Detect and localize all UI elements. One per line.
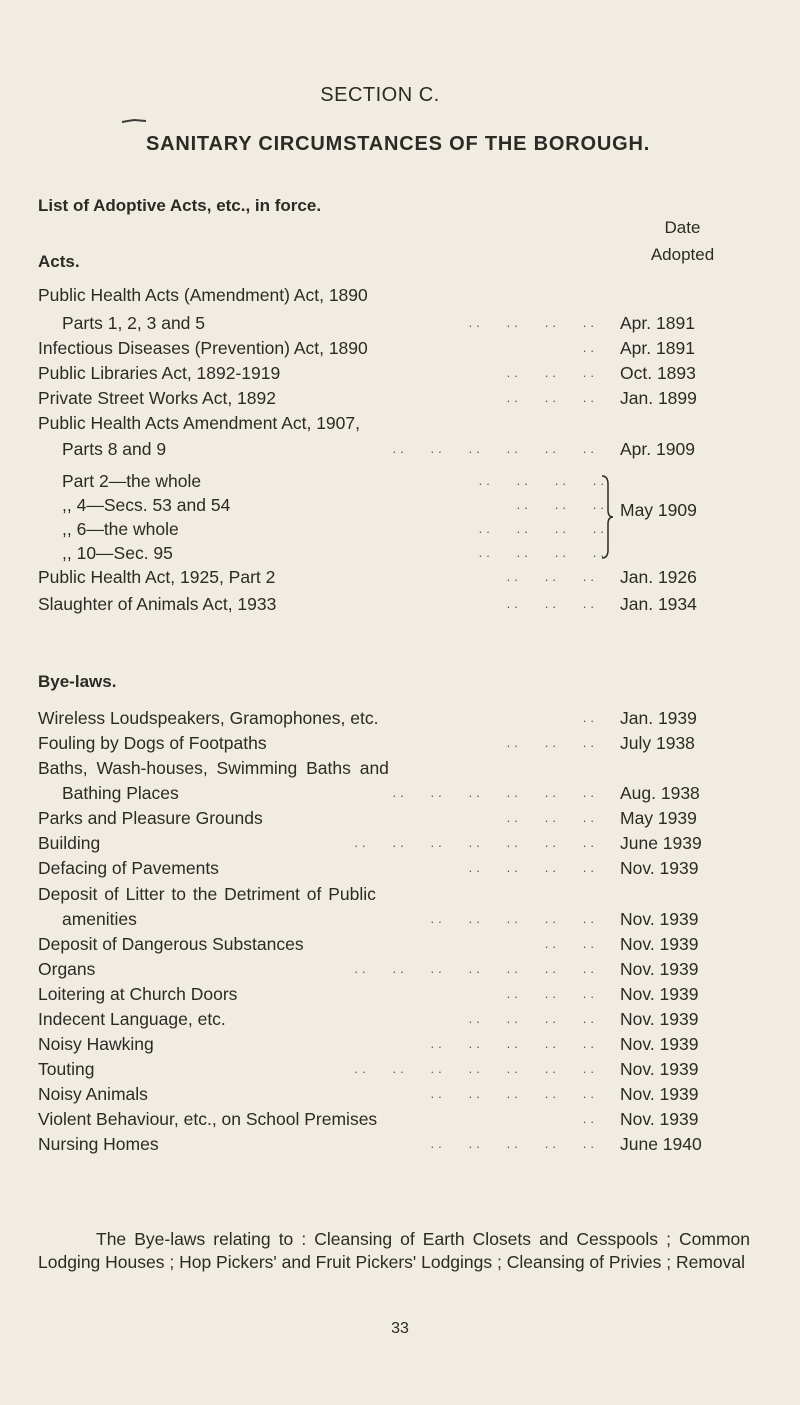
byelaw-label: Noisy Hawking [38,1034,154,1054]
byelaw-row [38,756,748,780]
act-label: Infectious Diseases (Prevention) Act, 1890 [38,338,368,358]
leader-dots: .. .. .. .. [478,521,608,536]
act-label: Slaughter of Animals Act, 1933 [38,594,277,614]
act-row [38,361,748,385]
byelaws-heading: Bye-laws. [38,672,117,691]
act-label: Public Health Acts (Amendment) Act, 1890 [38,285,368,305]
grouped-date: May 1909 [620,500,697,520]
byelaw-row [38,806,748,830]
leader-dots: .. .. .. [516,497,608,512]
byelaw-label: Defacing of Pavements [38,858,219,878]
byelaw-row [38,731,748,755]
byelaw-label: Touting [38,1059,95,1079]
byelaw-row [38,932,748,956]
byelaw-date: Nov. 1939 [620,959,699,979]
leader-dots: .. .. .. .. .. [430,911,598,926]
act-row [38,469,748,493]
leader-dots: .. .. .. [506,986,598,1001]
act-date: Jan. 1934 [620,594,697,614]
leader-dots: .. .. .. .. [478,545,608,560]
acts-heading: Acts. [38,252,80,271]
leader-dots: .. .. .. .. [478,473,608,488]
byelaw-label: Building [38,833,101,853]
leader-dots: .. .. .. .. .. [430,1086,598,1101]
byelaw-date: Nov. 1939 [620,858,699,878]
act-row [38,411,748,435]
leader-dots: .. [582,710,598,725]
act-row [38,565,748,589]
act-row [38,592,748,616]
byelaw-row [38,982,748,1006]
byelaw-label: Nursing Homes [38,1134,159,1154]
leader-dots: .. [582,1111,598,1126]
leader-dots: .. .. .. .. .. .. .. [354,1061,598,1076]
byelaw-row [38,1082,748,1106]
byelaw-row [38,957,748,981]
byelaw-label: Deposit of Litter to the Detriment of Public [38,884,376,904]
leader-dots: .. .. .. .. .. [430,1036,598,1051]
leader-dots: .. [582,340,598,355]
byelaw-date: Nov. 1939 [620,934,699,954]
act-label: Private Street Works Act, 1892 [38,388,276,408]
page-number: 33 [391,1320,409,1337]
byelaw-label: Parks and Pleasure Grounds [38,808,263,828]
byelaw-date: Nov. 1939 [620,1059,699,1079]
byelaw-label: Violent Behaviour, etc., on School Premises [38,1109,378,1129]
act-date: Apr. 1891 [620,313,695,333]
byelaw-row [38,1032,748,1056]
act-label: Part 2—the whole [62,471,202,491]
act-date: Apr. 1891 [620,338,695,358]
byelaw-row [38,882,748,906]
byelaw-row [38,907,748,931]
act-row [38,437,748,461]
act-row [38,386,748,410]
byelaw-row [38,1107,748,1131]
byelaw-date: Nov. 1939 [620,1084,699,1104]
act-row [38,311,748,335]
leader-dots: .. .. .. .. .. .. .. [354,961,598,976]
date-column-heading: Date [664,218,701,237]
act-label: Parts 8 and 9 [62,439,167,459]
act-label: ,, 10—Sec. 95 [62,543,173,563]
byelaw-row [38,1057,748,1081]
leader-dots: .. .. [544,936,598,951]
byelaw-row [38,831,748,855]
byelaw-row [38,706,748,730]
byelaw-label: Baths, Wash-houses, Swimming Baths and [38,758,389,778]
leader-dots: .. .. .. .. .. .. [392,441,598,456]
byelaw-date: June 1939 [620,833,702,853]
byelaw-date: Nov. 1939 [620,984,699,1004]
byelaw-label: Indecent Language, etc. [38,1009,226,1029]
byelaw-date: June 1940 [620,1134,702,1154]
byelaw-date: Nov. 1939 [620,1034,699,1054]
byelaw-label: amenities [62,909,137,929]
act-label: Public Libraries Act, 1892-1919 [38,363,281,383]
leader-dots: .. .. .. [506,735,598,750]
leader-dots: .. .. .. .. [468,1011,598,1026]
leader-dots: .. .. .. [506,596,598,611]
byelaw-label: Bathing Places [62,783,179,803]
act-row [38,541,748,565]
byelaw-label: Wireless Loudspeakers, Gramophones, etc. [38,708,379,728]
act-date: Jan. 1899 [620,388,697,408]
leader-dots: .. .. .. .. .. .. .. [354,835,598,850]
byelaw-label: Noisy Animals [38,1084,148,1104]
byelaw-date: Aug. 1938 [620,783,700,803]
grouping-brace [600,474,614,560]
date-column-heading-adopted: Adopted [650,245,715,264]
byelaw-date: May 1939 [620,808,697,828]
leader-dots: .. .. .. [506,365,598,380]
byelaw-label: Deposit of Dangerous Substances [38,934,304,954]
act-label: Public Health Act, 1925, Part 2 [38,567,276,587]
leader-dots: .. .. .. [506,810,598,825]
leader-dots: .. .. .. .. [468,860,598,875]
byelaw-row [38,856,748,880]
closing-paragraph: The Bye-laws relating to : Cleansing of Earth Closets and Cesspools ; Common Lodging Houses ; Hop Pickers' and Fruit Pickers' Lodgings ; Cleansing of Privies ; Removal [38,1229,750,1272]
byelaw-date: Nov. 1939 [620,1109,699,1129]
act-label: ,, 6—the whole [62,519,179,539]
leader-dots: .. .. .. [506,569,598,584]
byelaw-date: Jan. 1939 [620,708,697,728]
act-date: Apr. 1909 [620,439,695,459]
act-date: Oct. 1893 [620,363,696,383]
leader-dots: .. .. .. .. .. .. [392,785,598,800]
act-label: ,, 4—Secs. 53 and 54 [62,495,231,515]
byelaw-date: Nov. 1939 [620,1009,699,1029]
leader-dots: .. .. .. .. .. [430,1136,598,1151]
byelaw-row [38,781,748,805]
byelaw-label: Organs [38,959,96,979]
byelaw-row [38,1007,748,1031]
act-label: Parts 1, 2, 3 and 5 [62,313,206,333]
ink-mark [120,118,160,124]
leader-dots: .. .. .. [506,390,598,405]
byelaw-date: July 1938 [620,733,695,753]
byelaw-label: Fouling by Dogs of Footpaths [38,733,267,753]
list-heading: List of Adoptive Acts, etc., in force. [38,196,322,215]
byelaw-label: Loitering at Church Doors [38,984,238,1004]
byelaw-row [38,1132,748,1156]
section-title: SECTION C. [320,84,440,106]
act-row [38,336,748,360]
page-title: SANITARY CIRCUMSTANCES OF THE BOROUGH. [145,133,651,155]
act-date: Jan. 1926 [620,567,697,587]
act-label: Public Health Acts Amendment Act, 1907, [38,413,360,433]
act-row [38,283,748,307]
leader-dots: .. .. .. .. [468,315,598,330]
byelaw-date: Nov. 1939 [620,909,699,929]
